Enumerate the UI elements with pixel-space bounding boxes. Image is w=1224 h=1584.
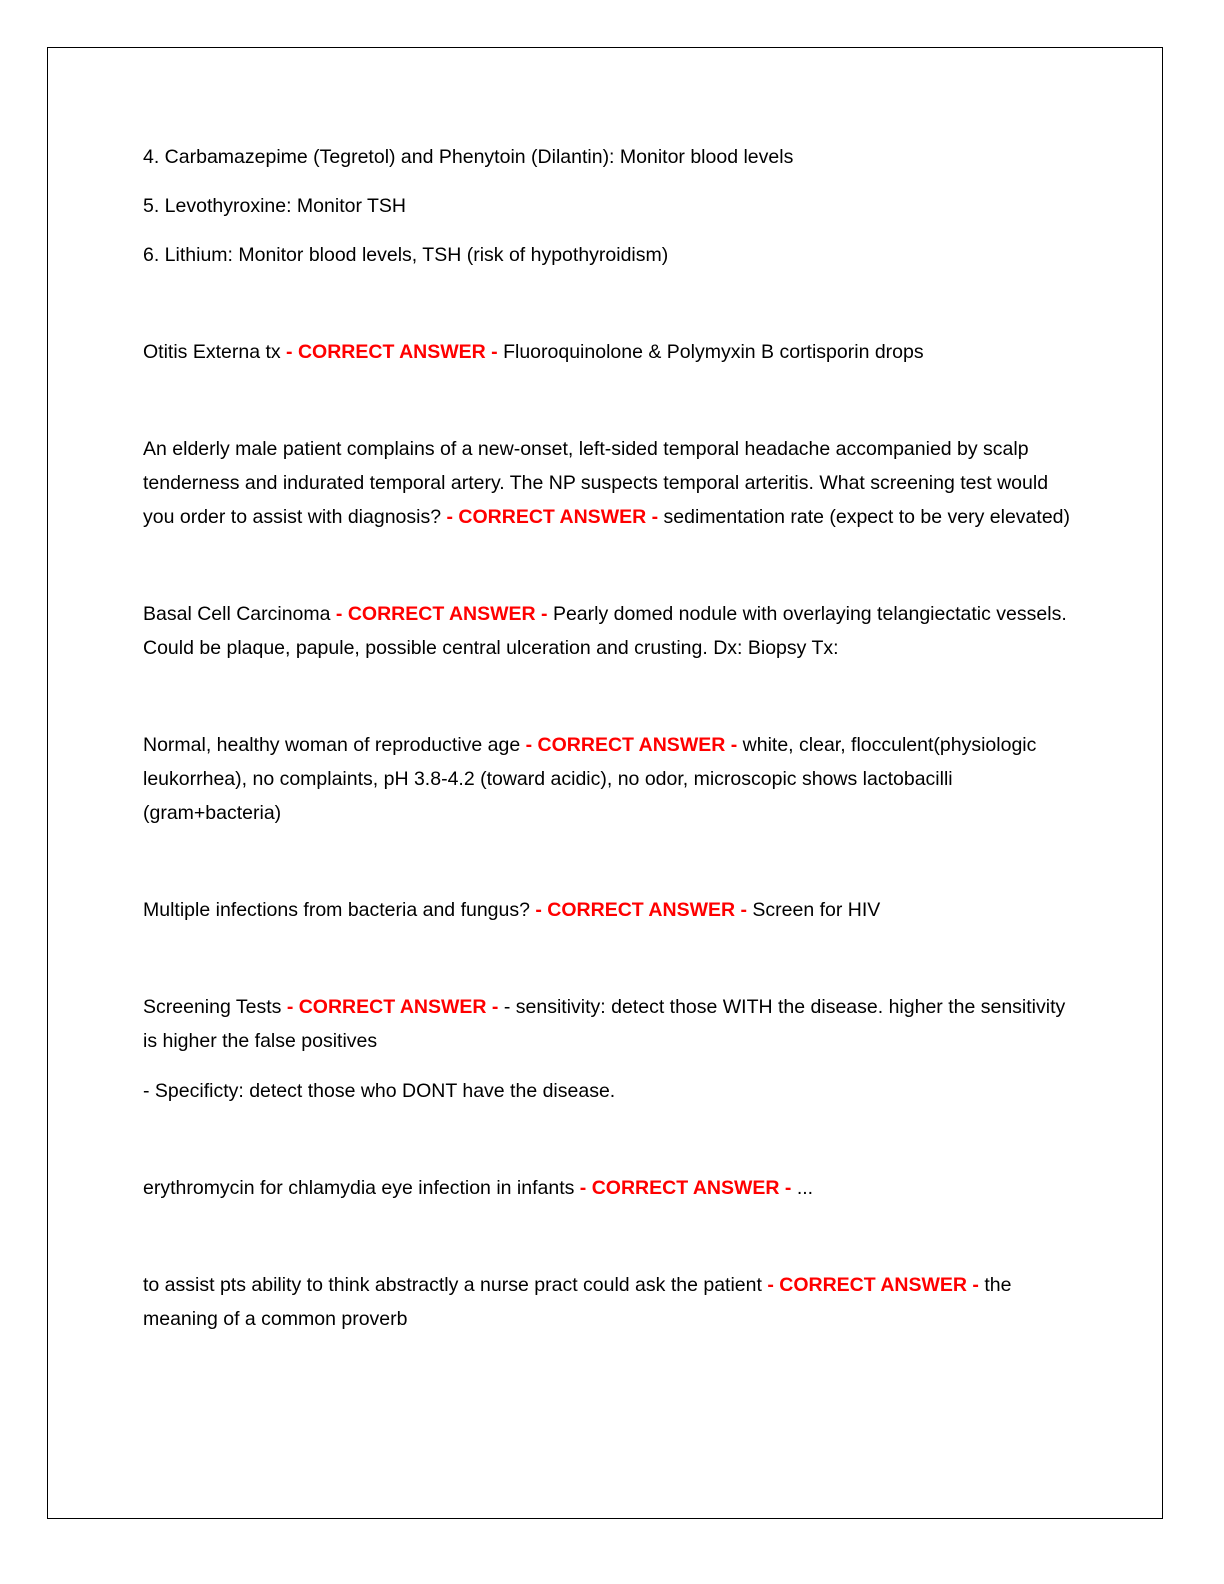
answer-text: - sensitivity: detect those WITH the disease. higher the sensitivity is higher the false positives bbox=[143, 996, 1066, 1052]
qa-basal-cell-carcinoma bbox=[143, 597, 1073, 665]
answer-text: ... bbox=[796, 1177, 814, 1199]
answer-text: the meaning of a common proverb bbox=[143, 1274, 1012, 1330]
correct-answer-marker: - CORRECT ANSWER - bbox=[286, 996, 499, 1018]
question-text: to assist pts ability to think abstractly a nurse pract could ask the patient bbox=[143, 1274, 762, 1296]
answer-text: Fluoroquinolone & Polymyxin B cortisporin drops bbox=[503, 341, 924, 363]
answer-text: Pearly domed nodule with overlaying telangiectatic vessels. Could be plaque, papule, possible central ulceration and crusting. Dx: Biopsy Tx: bbox=[143, 603, 1067, 659]
qa-otitis-externa bbox=[143, 335, 1073, 369]
qa-abstract-thinking bbox=[143, 1268, 1073, 1336]
correct-answer-marker: - CORRECT ANSWER - bbox=[446, 506, 659, 528]
document-body bbox=[143, 140, 1073, 1336]
question-text: Multiple infections from bacteria and fungus? bbox=[143, 899, 530, 921]
answer-text: Screen for HIV bbox=[752, 899, 881, 921]
qa-temporal-arteritis bbox=[143, 432, 1073, 534]
correct-answer-marker: - CORRECT ANSWER - bbox=[335, 603, 548, 625]
question-text: Otitis Externa tx bbox=[143, 341, 281, 363]
list-item-5: 5. Levothyroxine: Monitor TSH bbox=[143, 195, 407, 217]
question-text: Normal, healthy woman of reproductive age bbox=[143, 734, 521, 756]
answer-text: white, clear, flocculent(physiologic leukorrhea), no complaints, pH 3.8-4.2 (toward acidic), no odor, microscopic shows lactobacilli (gram+bacteria) bbox=[143, 734, 1037, 824]
answer-text: sedimentation rate (expect to be very elevated) bbox=[663, 506, 1071, 528]
correct-answer-marker: - CORRECT ANSWER - bbox=[525, 734, 738, 756]
list-item-4: 4. Carbamazepime (Tegretol) and Phenytoin (Dilantin): Monitor blood levels bbox=[143, 146, 794, 168]
qa-screening-tests-specificity: - Specificty: detect those who DONT have the disease. bbox=[143, 1080, 616, 1102]
question-text: erythromycin for chlamydia eye infection in infants bbox=[143, 1177, 575, 1199]
question-text: Screening Tests bbox=[143, 996, 282, 1018]
correct-answer-marker: - CORRECT ANSWER - bbox=[579, 1177, 792, 1199]
qa-multiple-infections bbox=[143, 893, 1073, 927]
list-item-6: 6. Lithium: Monitor blood levels, TSH (risk of hypothyroidism) bbox=[143, 244, 669, 266]
question-text: Basal Cell Carcinoma bbox=[143, 603, 331, 625]
question-text: An elderly male patient complains of a new-onset, left-sided temporal headache accompanied by scalp tenderness and indurated temporal artery. The NP suspects temporal arteritis. What screening test would you order to assist with diagnosis? bbox=[143, 438, 1049, 528]
correct-answer-marker: - CORRECT ANSWER - bbox=[286, 341, 498, 363]
qa-erythromycin bbox=[143, 1171, 1073, 1205]
correct-answer-marker: - CORRECT ANSWER - bbox=[767, 1274, 979, 1296]
qa-screening-tests bbox=[143, 990, 1073, 1058]
qa-normal-healthy-woman bbox=[143, 728, 1073, 830]
correct-answer-marker: - CORRECT ANSWER - bbox=[535, 899, 747, 921]
